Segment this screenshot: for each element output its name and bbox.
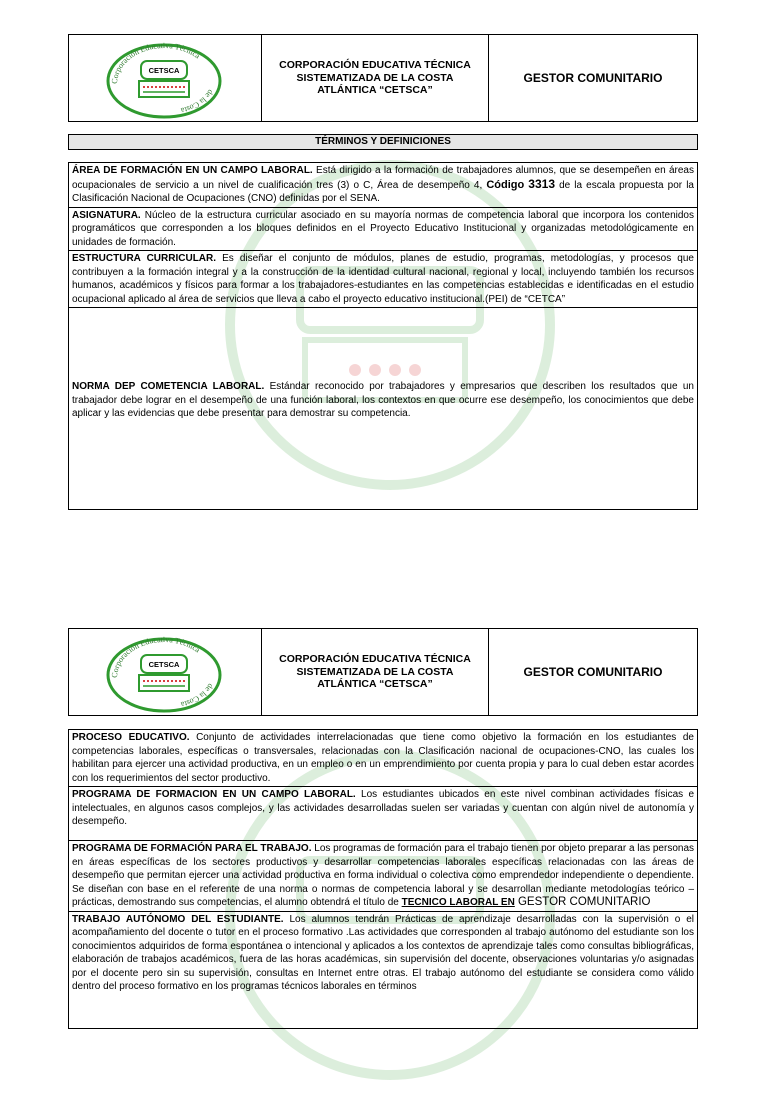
- definitions-table: [68, 729, 698, 1029]
- definition-term: TRABAJO AUTÓNOMO DEL ESTUDIANTE.: [72, 913, 284, 925]
- definition-text: Es diseñar el conjunto de módulos, planes de estudio, programas, metodologías, y procesos que contribuyen a la formación integral y a la construcción de la identidad cultural nacional, regional y local, incluyendo también los recursos humanos, académicos y físicos para formar a los trabajadores-estudiantes en las competencias establecidas e identificadas en el estudio ocupacional aplicado al área de servicios que lleva a cabo el proyecto educativo institucional.(PEI) de “CETCA”: [72, 253, 694, 305]
- definition-term: NORMA DEP COMETENCIA LABORAL.: [72, 381, 265, 392]
- page-header: [68, 628, 698, 716]
- definition-term: PROCESO EDUCATIVO.: [72, 732, 190, 743]
- cetsca-logo: [99, 39, 229, 119]
- logo-arc-text: de la Costa: [179, 87, 216, 116]
- definition-text: Estándar reconocido por trabajadores y empresarios que describen los resultados que un trabajador debe lograr en el desempeño de una función laboral, los contextos en que ocurre ese desempeño, los conocimientos que debe aplicar y las evidencias que debe presentar para demostrar su competencia.: [72, 381, 694, 419]
- code-number: 3313: [528, 176, 555, 191]
- code-label: Código: [486, 178, 525, 191]
- definition-text: Los programas de formación para el trabajo tienen por objeto preparar a las personas en áreas específicas de los sectores productivos y desarrollar competencias laborales específicas relacionadas con las áreas de desempeño que permitan ejercer una actividad productiva en forma individual o colectiva como emprendedor independiente o dependiente. Se diseñan con base en el referente de una norma o normas de competencia laboral y se desarrollan mediante metodologías teórico – prácticas, demostrando sus competencias, el alumno obtendrá el título de: [72, 843, 694, 908]
- definition-item: [69, 251, 697, 308]
- definition-item: [69, 912, 697, 995]
- logo-arc-text: Corporación Educativa Técnica: [109, 40, 202, 85]
- role-title: GESTOR COMUNITARIO: [523, 665, 663, 679]
- definition-text: Conjunto de actividades interrelacionadas que tiene como objetivo la formación en los estudiantes de competencias laborales, específicas o transversales, relacionadas con la Clasificación nacional de ocupaciones-CNO, las cuales los habilitan para ejercer una actividad productiva, en un empleo o en un emprendimiento por cuenta propia y para lo cual deben estar acordes con los requerimientos del sector productivo.: [72, 732, 694, 784]
- definition-item: [69, 841, 697, 912]
- org-name: CORPORACIÓN EDUCATIVA TÉCNICA SISTEMATIZADA DE LA COSTA ATLÁNTICA “CETSCA”: [262, 629, 489, 715]
- role-title: GESTOR COMUNITARIO: [523, 71, 663, 85]
- org-name: CORPORACIÓN EDUCATIVA TÉCNICA SISTEMATIZADA DE LA COSTA ATLÁNTICA “CETSCA”: [262, 35, 489, 121]
- definition-text: Los estudiantes ubicados en este nivel combinan actividades físicas e intelectuales, en algunos casos complejos, y las actividades desarrolladas suelen ser variadas y cuentan con algún nivel de autonomía y desempeño.: [72, 789, 695, 827]
- definition-item: [69, 730, 697, 787]
- definition-item: [69, 308, 697, 424]
- logo-abbr: CETSCA: [148, 66, 180, 75]
- definition-text: Está dirigido a la formación de trabajadores alumnos, que se desempeñen en áreas ocupacionales de servicio a un nivel de cualificación tres (3) o C, Área de desempeño 4,: [72, 165, 694, 191]
- logo-abbr: CETSCA: [148, 660, 180, 669]
- definition-item: [69, 787, 697, 841]
- definition-term: ESTRUCTURA CURRICULAR.: [72, 253, 217, 264]
- logo-arc-text: Corporación Educativa Técnica: [109, 634, 202, 679]
- definition-term: PROGRAMA DE FORMACIÓN PARA EL TRABAJO.: [72, 843, 312, 854]
- logo-cell: [69, 35, 262, 121]
- definition-text: de la escala propuesta por la Clasificación Nacional de Ocupaciones (CNO) definidas por el SENA.: [72, 179, 694, 204]
- logo-cell: [69, 629, 262, 715]
- definition-item: [69, 163, 697, 208]
- definition-term: ASIGNATURA.: [72, 209, 141, 221]
- definition-text: Los alumnos tendrán Prácticas de aprendizaje desarrolladas con la supervisión o el acompañamiento del docente o tutor en el proceso formativo .Las actividades que corresponden al trabajo autónomo del estudiante son los conocimientos adquiridos de forma espontánea o intencional y aplicados a los contextos de aprendizaje tales como consultas bibliográficas, elaboración de trabajos académicos, fuera de las horas académicas, sin supervisión del docente, observaciones voluntarias y/o asignadas por el docente pero sin su supervisión, consultas en Internet entre otras. El trabajo autónomo del estudiante se considera como válido dentro del proceso formativo en los programas técnicos laborales en términos: [72, 913, 694, 992]
- definition-text: Núcleo de la estructura curricular asociado en su mayoría normas de competencia laboral que incorpora los contenidos programáticos que corresponden a los bloques definidos en el Proyecto Educativo Institucional y organizadas metodológicamente en unidades de formación.: [72, 209, 694, 248]
- page-header: [68, 34, 698, 122]
- cetsca-logo: [99, 633, 229, 713]
- section-title: TÉRMINOS Y DEFINICIONES: [68, 134, 698, 150]
- degree-title: TECNICO LABORAL EN: [401, 897, 515, 908]
- logo-arc-text: de la Costa: [179, 681, 216, 710]
- degree-role: GESTOR COMUNITARIO: [514, 896, 651, 908]
- definitions-table: [68, 162, 698, 510]
- definition-item: [69, 208, 697, 252]
- definition-term: ÁREA DE FORMACIÓN EN UN CAMPO LABORAL.: [72, 165, 313, 176]
- definition-term: PROGRAMA DE FORMACION EN UN CAMPO LABORAL.: [72, 789, 356, 800]
